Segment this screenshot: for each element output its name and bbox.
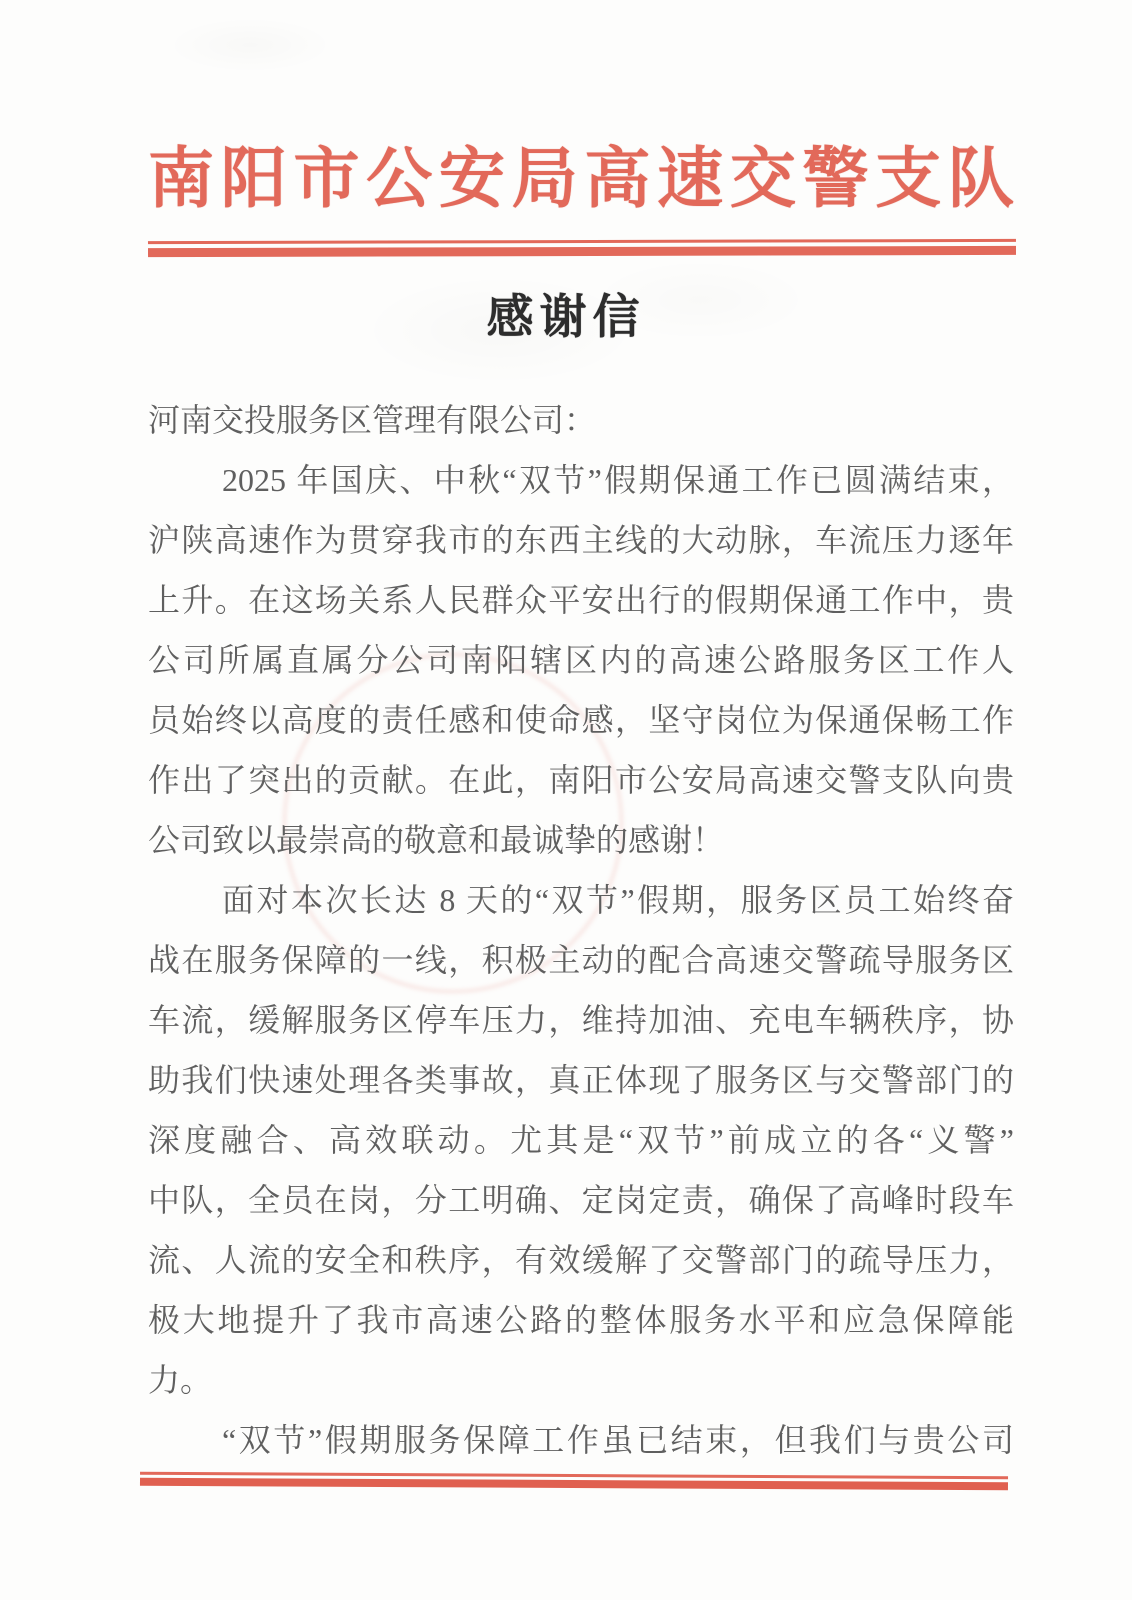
body-line: 沪陕高速作为贯穿我市的东西主线的大动脉，车流压力逐年 xyxy=(148,522,1014,558)
letterhead-double-rule xyxy=(148,239,1016,257)
body-line: 2025 年国庆、中秋“双节”假期保通工作已圆满结束， xyxy=(222,462,1014,498)
letter-body xyxy=(148,394,1014,1474)
letterhead-rule-thick xyxy=(148,246,1016,257)
body-line: 力。 xyxy=(148,1362,213,1398)
salutation-line: 河南交投服务区管理有限公司： xyxy=(148,402,597,438)
body-line: 流、人流的安全和秩序，有效缓解了交警部门的疏导压力， xyxy=(148,1242,1014,1278)
document-title: 感谢信 xyxy=(486,292,646,344)
body-line: “双节”假期服务保障工作虽已结束，但我们与贵公司 xyxy=(222,1422,1014,1458)
body-line: 公司致以最崇高的敬意和最诚挚的感谢！ xyxy=(148,822,725,858)
body-line: 员始终以高度的责任感和使命感，坚守岗位为保通保畅工作 xyxy=(148,702,1014,738)
letterhead-agency-title: 南阳市公安局高速交警支队 xyxy=(148,143,1014,216)
body-line: 助我们快速处理各类事故，真正体现了服务区与交警部门的 xyxy=(148,1062,1014,1098)
body-line: 战在服务保障的一线，积极主动的配合高速交警疏导服务区 xyxy=(148,942,1014,978)
body-line: 面对本次长达 8 天的“双节”假期，服务区员工始终奋 xyxy=(222,882,1014,918)
body-line: 上升。在这场关系人民群众平安出行的假期保通工作中，贵 xyxy=(148,582,1014,618)
body-line: 中队，全员在岗，分工明确、定岗定责，确保了高峰时段车 xyxy=(148,1182,1014,1218)
footer-double-rule xyxy=(140,1472,1008,1491)
body-line: 极大地提升了我市高速公路的整体服务水平和应急保障能 xyxy=(148,1302,1014,1338)
body-line: 作出了突出的贡献。在此，南阳市公安局高速交警支队向贵 xyxy=(148,762,1014,798)
body-line: 车流，缓解服务区停车压力，维持加油、充电车辆秩序，协 xyxy=(148,1002,1014,1038)
body-line: 公司所属直属分公司南阳辖区内的高速公路服务区工作人 xyxy=(148,642,1014,678)
body-line: 深度融合、高效联动。尤其是“双节”前成立的各“义警” xyxy=(148,1122,1014,1158)
